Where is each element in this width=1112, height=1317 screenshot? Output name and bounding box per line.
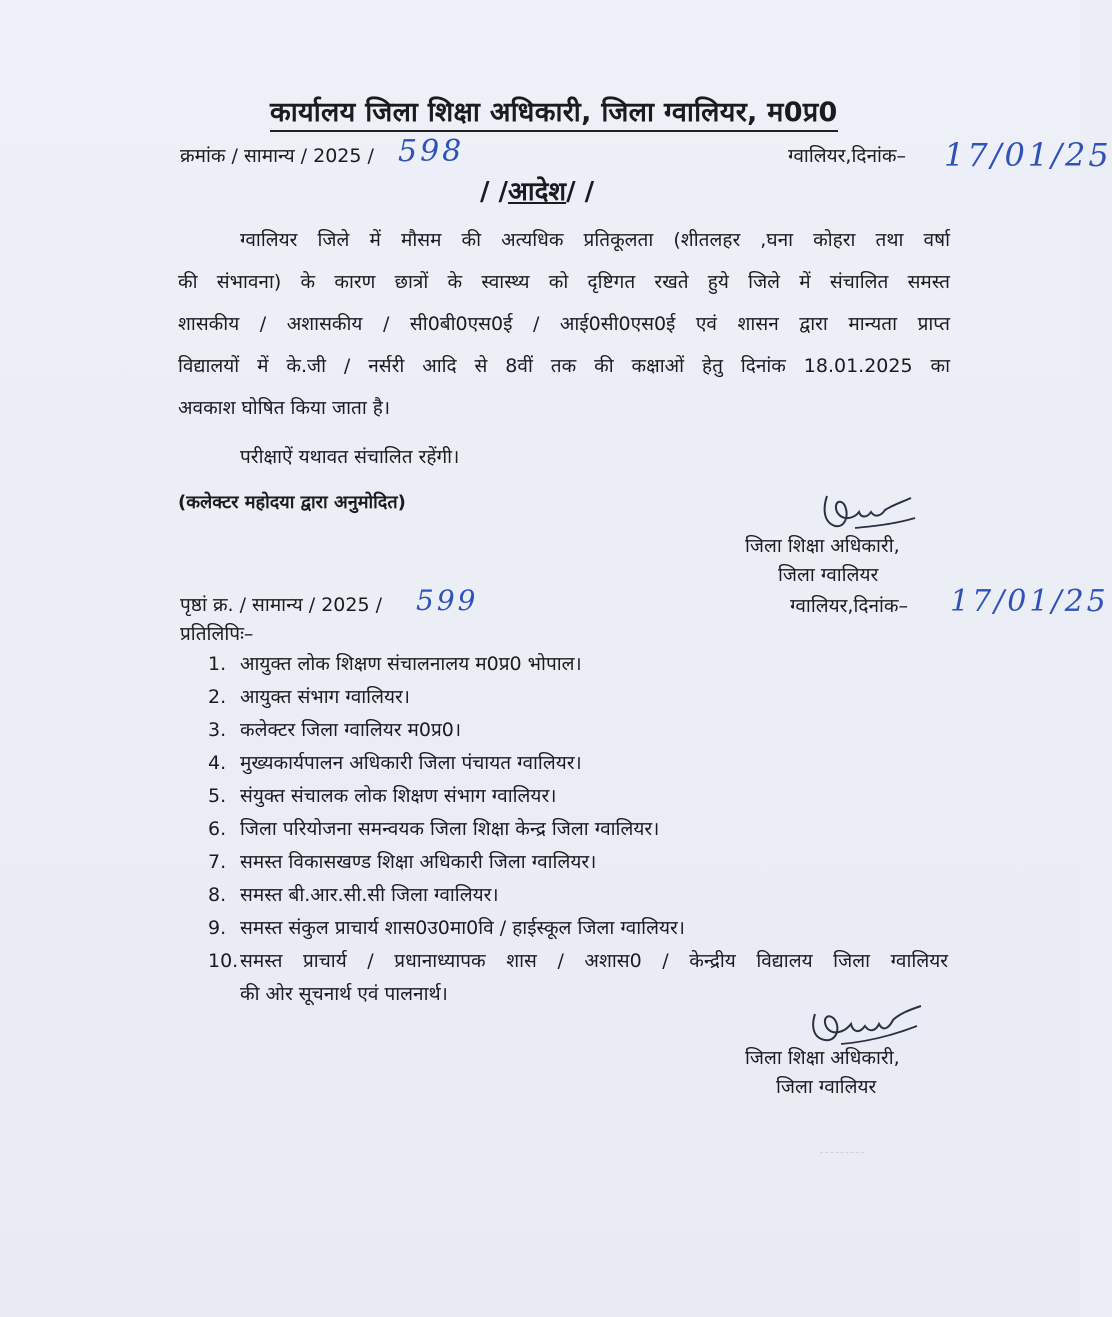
copy-date-handwritten: 17/01/25 xyxy=(950,584,1109,619)
list-item: 5. संयुक्त संचालक लोक शिक्षण संभाग ग्वालियर। xyxy=(208,785,557,807)
office-title: कार्यालय जिला शिक्षा अधिकारी, जिला ग्वालियर, म0प्र0 xyxy=(270,92,838,132)
signature-2-district: जिला ग्वालियर xyxy=(776,1076,877,1098)
order-paragraph-line-3: शासकीय / अशासकीय / सी0बी0एस0ई / आई0सी0एस0ई एवं शासन द्वारा मान्यता प्राप्त xyxy=(178,313,950,335)
copy-reference-label: पृष्ठां क्र. / सामान्य / 2025 / xyxy=(180,594,383,616)
order-heading xyxy=(480,172,594,208)
place-date-label: ग्वालियर,दिनांक– xyxy=(788,145,907,167)
list-item: 8. समस्त बी.आर.सी.सी जिला ग्वालियर। xyxy=(208,884,499,906)
list-item: 2. आयुक्त संभाग ग्वालियर। xyxy=(208,686,410,708)
list-item-continuation: की ओर सूचनार्थ एवं पालनार्थ। xyxy=(240,983,448,1005)
copy-reference-number-handwritten: 599 xyxy=(416,584,479,617)
approval-note: (कलेक्टर महोदया द्वारा अनुमोदित) xyxy=(178,492,406,513)
list-item: 6. जिला परियोजना समन्वयक जिला शिक्षा केन्द्र जिला ग्वालियर। xyxy=(208,818,660,840)
reference-label: क्रमांक / सामान्य / 2025 / xyxy=(180,145,374,167)
order-heading-left: / / xyxy=(480,177,509,207)
reference-number-handwritten: 598 xyxy=(398,134,465,169)
exam-note: परीक्षाऐं यथावत संचालित रहेंगी। xyxy=(240,446,460,468)
list-item: 3. कलेक्टर जिला ग्वालियर म0प्र0। xyxy=(208,719,462,741)
list-item: 1. आयुक्त लोक शिक्षण संचालनालय म0प्र0 भोपाल। xyxy=(208,653,582,675)
signature-1-district: जिला ग्वालियर xyxy=(778,564,879,586)
order-paragraph-line-2: की संभावना) के कारण छात्रों के स्वास्थ्य को दृष्टिगत रखते हुये जिले में संचालित समस्त xyxy=(178,271,950,293)
copy-label: प्रतिलिपिः– xyxy=(180,623,254,645)
signature-1-icon xyxy=(815,488,925,538)
order-paragraph-line-1: ग्वालियर जिले में मौसम की अत्यधिक प्रतिकूलता (शीतलहर ,घना कोहरा तथा वर्षा xyxy=(240,229,950,251)
signature-2-designation: जिला शिक्षा अधिकारी, xyxy=(745,1047,900,1069)
recipient-list xyxy=(208,648,950,1011)
list-item: 10. समस्त प्राचार्य / प्रधानाध्यापक शास / अशास0 / केन्द्रीय विद्यालय जिला ग्वालियर xyxy=(208,950,948,972)
list-item: 9. समस्त संकुल प्राचार्य शास0उ0मा0वि / हाईस्कूल जिला ग्वालियर। xyxy=(208,917,685,939)
list-item: 7. समस्त विकासखण्ड शिक्षा अधिकारी जिला ग्वालियर। xyxy=(208,851,597,873)
list-item: 4. मुख्यकार्यपालन अधिकारी जिला पंचायत ग्वालियर। xyxy=(208,752,582,774)
order-paragraph-line-5: अवकाश घोषित किया जाता है। xyxy=(178,397,391,419)
order-heading-right: / / xyxy=(566,177,595,207)
faint-mark xyxy=(820,1152,864,1159)
copy-place-date-label: ग्वालियर,दिनांक– xyxy=(790,595,909,617)
order-heading-text: आदेश xyxy=(508,177,567,207)
order-paragraph-line-4: विद्यालयों में के.जी / नर्सरी आदि से 8वीं तक की कक्षाओं हेतु दिनांक 18.01.2025 का xyxy=(178,355,950,377)
signature-1-designation: जिला शिक्षा अधिकारी, xyxy=(745,535,900,557)
date-handwritten: 17/01/25 xyxy=(944,136,1112,174)
